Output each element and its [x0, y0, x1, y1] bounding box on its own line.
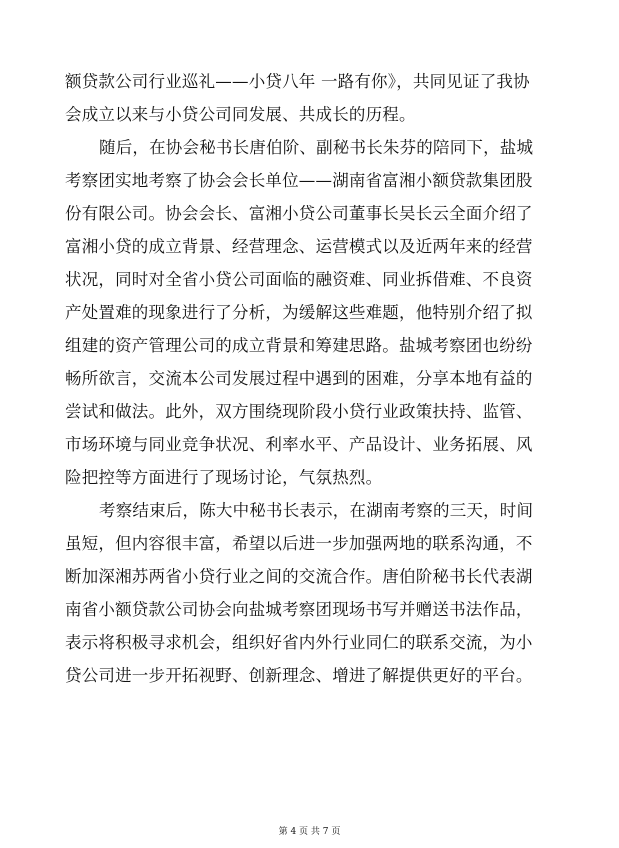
paragraph-2-line-11: 险把控等方面进行了现场讨论，气氛热烈。	[65, 468, 383, 487]
paragraph-2-line-9: 尝试和做法。此外，双方围绕现阶段小贷行业政策扶持、监管、	[65, 402, 533, 421]
paragraph-2-line-3: 份有限公司。协会会长、富湘小贷公司董事长吴长云全面介绍了	[65, 204, 533, 223]
paragraph-3-line-3: 断加深湘苏两省小贷行业之间的交流合作。唐伯阶秘书长代表湖	[65, 567, 533, 586]
paragraph-2-line-7: 组建的资产管理公司的成立背景和筹建思路。盐城考察团也纷纷	[65, 336, 533, 355]
paragraph-1-line-2: 会成立以来与小贷公司同发展、共成长的历程。	[65, 105, 416, 124]
paragraph-2-line-8: 畅所欲言，交流本公司发展过程中遇到的困难，分享本地有益的	[65, 369, 533, 388]
paragraph-3-line-6: 贷公司进一步开拓视野、创新理念、增进了解提供更好的平台。	[65, 666, 533, 685]
paragraph-3-line-2: 虽短，但内容很丰富，希望以后进一步加强两地的联系沟通，不	[65, 534, 533, 553]
paragraph-2-line-2: 考察团实地考察了协会会长单位——湖南省富湘小额贷款集团股	[65, 171, 533, 190]
page-number-footer: 第 4 页 共 7 页	[278, 827, 341, 837]
paragraph-2-line-4: 富湘小贷的成立背景、经营理念、运营模式以及近两年来的经营	[65, 237, 533, 256]
paragraph-2-line-10: 市场环境与同业竞争状况、利率水平、产品设计、业务拓展、风	[65, 435, 533, 454]
paragraph-2-line-6: 产处置难的现象进行了分析，为缓解这些难题，他特别介绍了拟	[65, 303, 533, 322]
paragraph-3-line-5: 表示将积极寻求机会，组织好省内外行业同仁的联系交流，为小	[65, 633, 533, 652]
paragraph-2-line-1: 随后，在协会秘书长唐伯阶、副秘书长朱芬的陪同下，盐城	[99, 138, 534, 157]
paragraph-3-line-4: 南省小额贷款公司协会向盐城考察团现场书写并赠送书法作品，	[65, 600, 533, 619]
paragraph-2-line-5: 状况，同时对全省小贷公司面临的融资难、同业拆借难、不良资	[65, 270, 533, 289]
paragraph-1-line-1: 额贷款公司行业巡礼——小贷八年 一路有你》，共同见证了我协	[65, 72, 530, 91]
paragraph-3-line-1: 考察结束后，陈大中秘书长表示，在湖南考察的三天，时间	[99, 501, 534, 520]
